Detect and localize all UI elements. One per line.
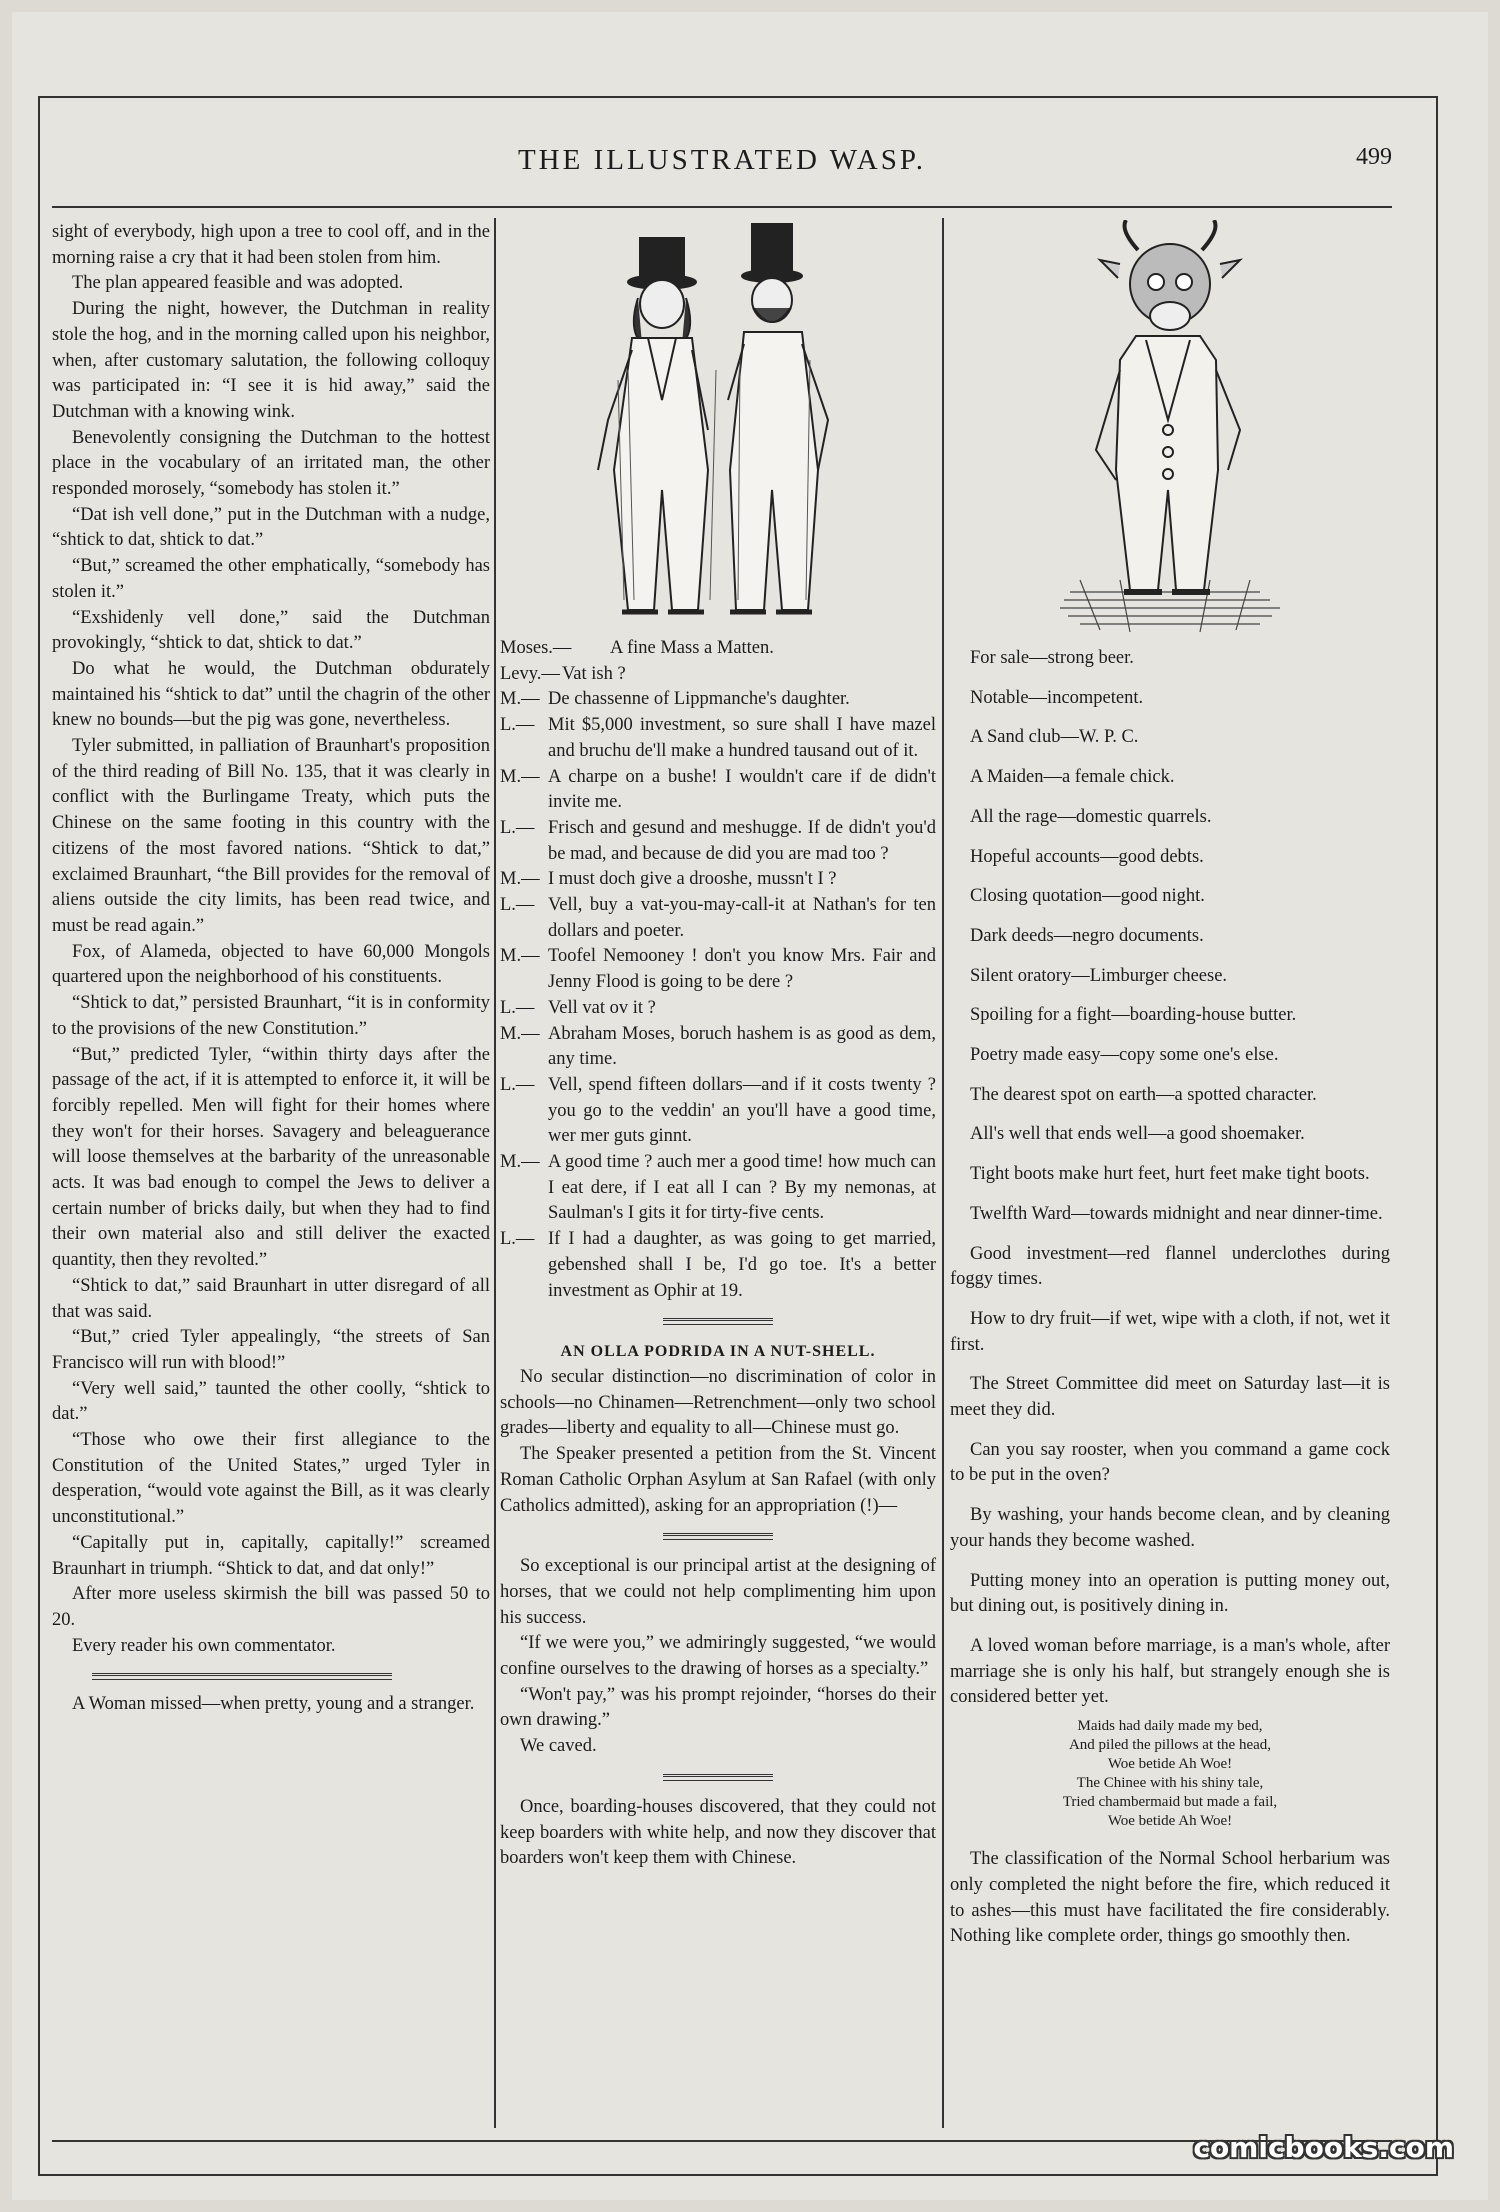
speaker: M.— [500,869,540,890]
bull-headed-man-illustration [1060,220,1280,640]
quip: Spoiling for a fight—boarding-house butter. [970,1005,1297,1026]
paragraph: “Shtick to dat,” said Braunhart in utter disregard of all that was said. [52,1275,490,1322]
quip: Hopeful accounts—good debts. [970,846,1204,867]
dialogue-line [500,687,936,713]
speaker: Levy.— [500,663,560,684]
paragraph: sight of everybody, high upon a tree to cool off, and in the morning raise a cry that it had been stolen from him. [52,222,490,268]
column-2 [500,220,936,1872]
speaker: L.— [500,1229,535,1250]
dialogue-line [500,996,936,1022]
paragraph: “Dat ish vell done,” put in the Dutchman with a nudge, “shtick to dat, shtick to dat.” [52,504,490,551]
dialogue-line [500,636,936,662]
quip: A Sand club—W. P. C. [970,727,1139,748]
masthead-title: THE ILLUSTRATED WASP. [517,144,927,176]
dialogue-line [500,1150,936,1227]
dialogue-line [500,816,936,867]
dialogue-line [500,944,936,995]
quip: The dearest spot on earth—a spotted character. [970,1084,1317,1105]
paragraph: The plan appeared feasible and was adopted. [72,273,404,294]
paragraph: Benevolently consigning the Dutchman to the hottest place in the vocabulary of an irritated man, the other responded morosely, “somebody has stolen it.” [52,427,490,500]
newspaper-page [12,12,1488,2200]
paragraph: The Speaker presented a petition from the St. Vincent Roman Catholic Orphan Asylum at San Rafael (with only Catholics admitted), asking for an appropriation (!)— [500,1444,936,1516]
separator-rule [663,1533,773,1540]
line-text: De chassenne of Lippmanche's daughter. [548,689,850,710]
column-divider-1 [494,218,496,2128]
paragraph: “Exshidenly vell done,” said the Dutchman provokingly, “shtick to dat, shtick to dat.” [52,607,490,654]
quip: By washing, your hands become clean, and by cleaning your hands they become washed. [950,1505,1390,1551]
quip: Putting money into an operation is putting money out, but dining out, is positively dining in. [950,1570,1390,1617]
poem-line: Woe betide Ah Woe! [1107,1813,1233,1830]
page-number: 499 [1356,144,1392,170]
paragraph: “If we were you,” we admiringly suggested, “we would confine ourselves to the drawing of horses as a specialty.” [500,1633,936,1680]
dialogue-line [500,867,936,893]
paragraph: The classification of the Normal School herbarium was only completed the night before the fire, which reduced it to ashes—this must have facilitated the fire considerably. Nothing like complete order, things go smoothly then. [950,1849,1390,1947]
quip: All the rage—domestic quarrels. [970,806,1212,827]
paragraph: Tyler submitted, in palliation of Braunhart's proposition of the third reading of Bill No. 135, that it was clearly in conflict with the Burlingame Treaty, which puts the Chinese on the same footing in this country with the citizens of the most favored nations. “Shtick to dat,” exclaimed Braunhart, “the Bill provides for the removal of aliens outside the city limits, has been read twice, and must be read again.” [52,736,490,936]
dialogue-line [500,713,936,764]
quip: Tight boots make hurt feet, hurt feet make tight boots. [970,1164,1370,1185]
quip: Can you say rooster, when you command a game cock to be put in the oven? [950,1439,1390,1486]
paragraph: Do what he would, the Dutchman obdurately maintained his “shtick to dat” until the chagrin of the other knew no bounds—but the pig was gone, nevertheless. [52,658,490,731]
footer-rule [52,2140,1392,2142]
line-text: Frisch and gesund and meshugge. If de didn't you'd be mad, and because de did you are mad too ? [548,817,936,864]
line-text: Toofel Nemooney ! don't you know Mrs. Fair and Jenny Flood is going to be dere ? [548,946,936,993]
two-men-cartoon-illustration [568,220,868,630]
separator-rule [663,1774,773,1781]
quip: Notable—incompetent. [970,687,1144,708]
paragraph: “Those who owe their first allegiance to the Constitution of the United States,” urged Tyler in desperation, “would vote against the Bill, as it was clearly unconstitutional.” [52,1430,490,1528]
paragraph: “But,” screamed the other emphatically, “somebody has stolen it.” [52,556,490,602]
line-text: A fine Mass a Matten. [610,638,774,658]
dialogue-line [500,1227,936,1304]
poem-line: The Chinee with his shiny tale, [1076,1775,1264,1792]
dialogue-line [500,662,936,688]
poem-line: Maids had daily made my bed, [1077,1718,1263,1735]
column-divider-2 [942,218,944,2128]
line-text: If I had a daughter, as was going to get married, gebenshed shall I be, I'd go toe. It's a better investment as Ophir at 19. [548,1229,936,1301]
quip: A loved woman before marriage, is a man's whole, after marriage she is only his half, but strangely enough she is considered better yet. [950,1635,1390,1708]
paragraph: A Woman missed—when pretty, young and a stranger. [72,1694,475,1715]
paragraph: Once, boarding-houses discovered, that they could not keep boarders with white help, and now they discover that boarders won't keep them with Chinese. [500,1796,936,1869]
poem [950,1717,1390,1831]
article-headline: AN OLLA PODRIDA IN A NUT-SHELL. [560,1343,876,1361]
poem-line: And piled the pillows at the head, [1068,1737,1272,1754]
line-text: A charpe on a bushe! I wouldn't care if de didn't invite me. [548,766,936,813]
quip: Closing quotation—good night. [970,886,1205,907]
quip: All's well that ends well—a good shoemaker. [970,1124,1305,1145]
quip: For sale—strong beer. [970,648,1134,668]
line-text: Mit $5,000 investment, so sure shall I have mazel and bruchu de'll make a hundred tausand out of it. [548,715,936,761]
watermark-logo: comicbooks.com [1193,2131,1454,2164]
dialogue-block [500,636,936,1304]
speaker: L.— [500,895,535,916]
paragraph: “Capitally put in, capitally, capitally!” screamed Braunhart in triumph. “Shtick to dat, and dat only!” [52,1532,490,1579]
paragraph: During the night, however, the Dutchman in reality stole the hog, and in the morning called upon his neighbor, when, after customary salutation, the following colloquy was participated in: “I see it is hid away,” said the Dutchman with a knowing wink. [52,299,490,422]
dialogue-line [500,893,936,944]
paragraph: “But,” cried Tyler appealingly, “the streets of San Francisco will run with blood!” [52,1327,490,1373]
quip: Poetry made easy—copy some one's else. [970,1045,1279,1066]
paragraph: Fox, of Alameda, objected to have 60,000 Mongols quartered upon the neighborhood of his constituents. [52,941,490,988]
line-text: A good time ? auch mer a good time! how much can I eat dere, if I eat all I can ? By my nemonas, at Saulman's I gits it for tirty-five cents. [548,1152,936,1224]
paragraph: “Shtick to dat,” persisted Braunhart, “it is in conformity to the provisions of the new Constitution.” [52,993,490,1039]
separator-rule [92,1673,392,1680]
paragraph: After more useless skirmish the bill was passed 50 to 20. [52,1584,490,1630]
paragraph: No secular distinction—no discrimination of color in schools—no Chinamen—Retrenchment—only two school grades—liberty and equality to all—Chinese must go. [500,1366,936,1439]
line-text: Vell vat ov it ? [548,997,656,1018]
paragraph: So exceptional is our principal artist at the designing of horses, that we could not help complimenting him upon his success. [500,1556,936,1628]
poem-line: Woe betide Ah Woe! [1107,1756,1233,1773]
speaker: L.— [500,715,535,736]
quip: Dark deeds—negro documents. [970,925,1204,946]
column-1 [52,220,490,1718]
quip: Twelfth Ward—towards midnight and near dinner-time. [970,1203,1383,1224]
speaker: M.— [500,946,540,967]
quip: Silent oratory—Limburger cheese. [970,965,1228,986]
speaker: M.— [500,689,540,710]
quip: A Maiden—a female chick. [970,767,1175,788]
speaker: M.— [500,1023,540,1044]
dialogue-line [500,765,936,816]
quip: How to dry fruit—if wet, wipe with a cloth, if not, wet it first. [950,1308,1390,1355]
column-3 [950,220,1390,1964]
line-text: Vell, buy a vat-you-may-call-it at Nathan's for ten dollars and poeter. [548,895,936,941]
quip: Good investment—red flannel underclothes during foggy times. [950,1243,1390,1290]
header-rule [52,206,1392,208]
speaker: M.— [500,766,540,787]
line-text: I must doch give a drooshe, mussn't I ? [548,869,837,890]
page-header [52,144,1392,194]
dialogue-line [500,1073,936,1150]
poem-line: Tried chambermaid but made a fail, [1062,1794,1278,1811]
speaker: Moses.— [500,638,572,658]
paragraph: We caved. [520,1736,597,1757]
line-text: Abraham Moses, boruch hashem is as good as dem, any time. [548,1023,936,1070]
speaker: L.— [500,817,535,838]
paragraph: “Won't pay,” was his prompt rejoinder, “horses do their own drawing.” [500,1684,936,1731]
speaker: L.— [500,1074,535,1095]
quip: The Street Committee did meet on Saturday last—it is meet they did. [950,1374,1390,1421]
line-text: Vat ish ? [562,663,626,684]
paragraph: “Very well said,” taunted the other coolly, “shtick to dat.” [52,1378,490,1425]
dialogue-line [500,1022,936,1073]
speaker: L.— [500,997,535,1018]
speaker: M.— [500,1152,540,1173]
paragraph: “But,” predicted Tyler, “within thirty days after the passage of the act, if it is attempted to enforce it, it will be forcibly repelled. Men will fight for their homes where they won't for their horses. Savagery and beleaguerance will loose themselves at the barbarity of the unreasonable acts. It was bad enough to compel the Jews to deliver a certain number of bricks daily, but when they had to find their own material also and still deliver the exacted quantity, then they revolted.” [52,1044,490,1271]
line-text: Vell, spend fifteen dollars—and if it costs twenty ? you go to the veddin' an you'll have a good time, wer mer guts ginnt. [548,1074,936,1147]
separator-rule [663,1318,773,1325]
paragraph: Every reader his own commentator. [72,1635,336,1656]
